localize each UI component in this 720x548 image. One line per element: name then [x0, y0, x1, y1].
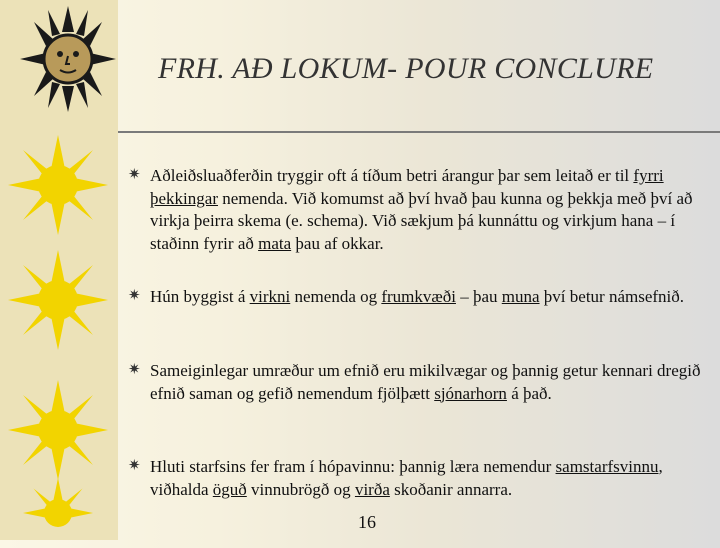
- sun-icon: [8, 250, 108, 350]
- bullet-text: Aðleiðsluaðferðin tryggir oft á tíðum betri árangur þar sem leitað er til fyrri þekkingar nemenda. Við komumst að því hvað þau kunna og þekkja með því að virkja þeirra skema (e. schema). Við sækjum þá kunnáttu og virkjum hana – í staðinn fyrir að mata þau af okkar.: [150, 166, 693, 253]
- sun-icon: [8, 135, 108, 235]
- bullet-marker-icon: ✷: [128, 167, 141, 183]
- bullet-item: [128, 456, 713, 501]
- page-number: 16: [358, 512, 376, 532]
- bullet-text: Hún byggist á virkni nemenda og frumkvæði – þau muna því betur námsefnið.: [150, 287, 685, 306]
- bullet-marker-icon: ✷: [128, 288, 141, 304]
- bullet-item: [128, 165, 713, 255]
- bullet-item: [128, 286, 713, 309]
- sun-face-logo: [18, 4, 118, 114]
- sun-icon: [8, 380, 108, 480]
- sun-icon: [8, 478, 108, 548]
- bullet-item: [128, 360, 713, 405]
- title-divider: [118, 131, 720, 133]
- bullet-text: Sameiginlegar umræður um efnið eru mikilvægar og þannig getur kennari dregið efnið saman og gefið nemendum fjölþætt sjónarhorn á það.: [150, 361, 701, 403]
- slide-title: FRH. AÐ LOKUM- POUR CONCLURE: [158, 52, 654, 85]
- bullet-text: Hluti starfsins fer fram í hópavinnu: þannig læra nemendur samstarfsvinnu, viðhalda öguð vinnubrögð og virða skoðanir annarra.: [150, 457, 663, 499]
- bullet-marker-icon: ✷: [128, 458, 141, 474]
- bullet-marker-icon: ✷: [128, 362, 141, 378]
